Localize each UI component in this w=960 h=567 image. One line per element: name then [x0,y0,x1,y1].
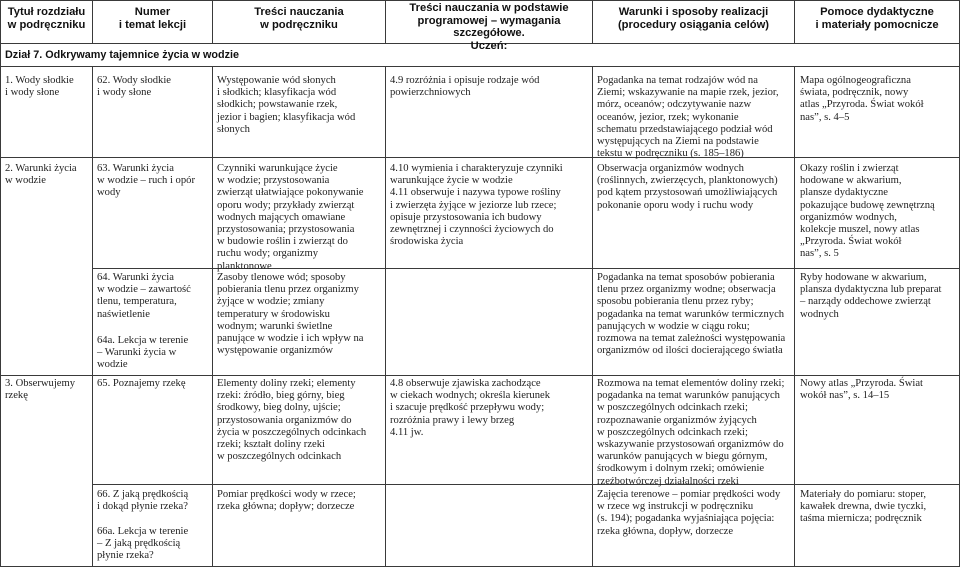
table-border-left [0,0,1,567]
aid-4: Nowy atlas „Przyroda. Świat wokół nas”, s. 14–15 [800,378,923,402]
requirement-1: 4.9 rozróżnia i opisuje rodzaje wód powierzchniowych [390,75,540,99]
header-aids: Pomoce dydaktyczne i materiały pomocnicze [815,6,939,31]
lesson-62: 62. Wody słodkie i wody słone [97,75,171,99]
header-requirements: Treści nauczania w podstawie programowej – wymagania szczegółowe. Uczeń: [409,2,569,52]
col-sep-4 [592,66,593,567]
content-1: Występowanie wód słonych i słodkich; klasyfikacja wód słodkich; powstawanie rzek, jezior i bagien; klasyfikacja wód słonych [217,75,356,135]
method-3: Pogadanka na temat sposobów pobierania tlenu przez organizmy wodne; obserwacja sposobu pobierania tlenu przez ryby; pogadanka na temat warunków termicznych panujących w wodzie w ciągu roku; rozmowa na temat zależności występowania organizmów od ilości docierającego światła [597,272,786,357]
lesson-66a: 66a. Lekcja w terenie – Z jaką prędkością płynie rzeka? [97,526,189,562]
content-4: Elementy doliny rzeki; elementy rzeki: źródło, bieg górny, bieg środkowy, bieg dolny, ujście; przystosowania organizmów do życia w poszczególnych odcinkach rzeki; kształt doliny rzeki w poszczególnych odcinkach [217,378,367,463]
chapter-2: 2. Warunki życia w wodzie [5,163,77,187]
section-title: Dział 7. Odkrywamy tajemnice życia w wodzie [5,49,240,61]
chapter-1: 1. Wody słodkie i wody słone [5,75,74,99]
aid-1: Mapa ogólnogeograficzna świata, podręcznik, nowy atlas „Przyroda. Świat wokół nas”, s. 4–5 [800,75,924,123]
header-content: Treści nauczania w podręczniku [254,6,344,31]
col-sep-1 [92,66,93,567]
aid-5: Materiały do pomiaru: stoper, kawałek drewna, dwie tyczki, taśma miernicza; podręcznik [800,489,927,525]
col-sep-2 [212,66,213,567]
aid-2: Okazy roślin i zwierząt hodowane w akwarium, plansze dydaktyczne pokazujące budowę zewnętrzną organizmów wodnych, kolekcje muszel, nowy atlas „Przyroda. Świat wokół nas”, s. 5 [800,163,935,260]
lesson-64a: 64a. Lekcja w terenie – Warunki życia w wodzie [97,335,189,371]
content-5: Pomiar prędkości wody w rzece; rzeka główna; dopływ; dorzecze [217,489,356,513]
requirement-2: 4.10 wymienia i charakteryzuje czynniki warunkujące życie w wodzie 4.11 obserwuje i nazywa typowe rośliny i zwierzęta żyjące w jeziorze lub rzece; opisuje przystosowania ich budowy zewnętrznej i czynności życiowych do środowiska życia [390,163,563,248]
lesson-65: 65. Poznajemy rzekę [97,378,186,389]
method-2: Obserwacja organizmów wodnych (roślinnych, zwierzęcych, planktonowych) pod kątem przystosowań umożliwiających pokonanie oporu wody i ruchu wody [597,163,778,211]
method-1: Pogadanka na temat rodzajów wód na Ziemi; wskazywanie na mapie rzek, jezior, mórz, oceanów; odczytywanie nazw oceanów, jezior, rzek; wykonanie schematu przedstawiającego podział wód występujących na Ziemi na podstawie tekstu w podręczniku (s. 185–186) [597,75,779,160]
row-sep-4 [93,484,960,485]
lesson-63: 63. Warunki życia w wodzie – ruch i opór wody [97,163,195,199]
lesson-64: 64. Warunki życia w wodzie – zawartość tlenu, temperatura, naświetlenie [97,272,191,320]
method-5: Zajęcia terenowe – pomiar prędkości wody w rzece wg instrukcji w podręczniku (s. 194); pogadanka wyjaśniająca pojęcia: rzeka główna, dopływ, dorzecze [597,489,781,537]
col-sep-3 [385,66,386,567]
row-sep-1 [0,157,960,158]
aid-3: Ryby hodowane w akwarium, plansza dydaktyczna lub preparat – narządy oddechowe zwierząt wodnych [800,272,942,320]
requirement-3: 4.8 obserwuje zjawiska zachodzące w ciekach wodnych; określa kierunek i szacuje prędkość przepływu wody; rozróżnia prawy i lewy brzeg 4.11 jw. [390,378,551,438]
header-lesson: Numer i temat lekcji [118,6,187,31]
content-2: Czynniki warunkujące życie w wodzie; przystosowania zwierząt ułatwiające pokonywanie oporu wody; przykłady zwierząt wodnych mających omawiane przystosowania; przystosowania w budowie roślin i zwierząt do ruchu wody; organizmy planktonowe [217,163,364,272]
header-chapter: Tytuł rozdziału w podręczniku [7,6,86,31]
chapter-3: 3. Obserwujemy rzekę [5,378,76,402]
section-bottom-line [0,66,960,67]
table-border-top [0,0,960,1]
method-4: Rozmowa na temat elementów doliny rzeki; pogadanka na temat warunków panujących w poszczególnych odcinkach rzeki; rozpoznawanie organizmów żyjących w poszczególnych odcinkach rzeki; wskazywanie przystosowań organizmów do warunków panujących w biegu górnym, środkowym i dolnym rzeki; omówienie rzeźbotwórczej działalności rzeki [597,378,785,487]
lesson-66: 66. Z jaką prędkością i dokąd płynie rzeka? [97,489,189,513]
col-sep-5 [794,66,795,567]
row-sep-3 [0,375,960,376]
content-3: Zasoby tlenowe wód; sposoby pobierania tlenu przez organizmy żyjące w wodzie; zmiany temperatury w środowisku wodnym; warunki świetlne panujące w wodzie i ich wpływ na występowanie organizmów [217,272,364,357]
header-methods: Warunki i sposoby realizacji (procedury osiągania celów) [617,6,770,31]
